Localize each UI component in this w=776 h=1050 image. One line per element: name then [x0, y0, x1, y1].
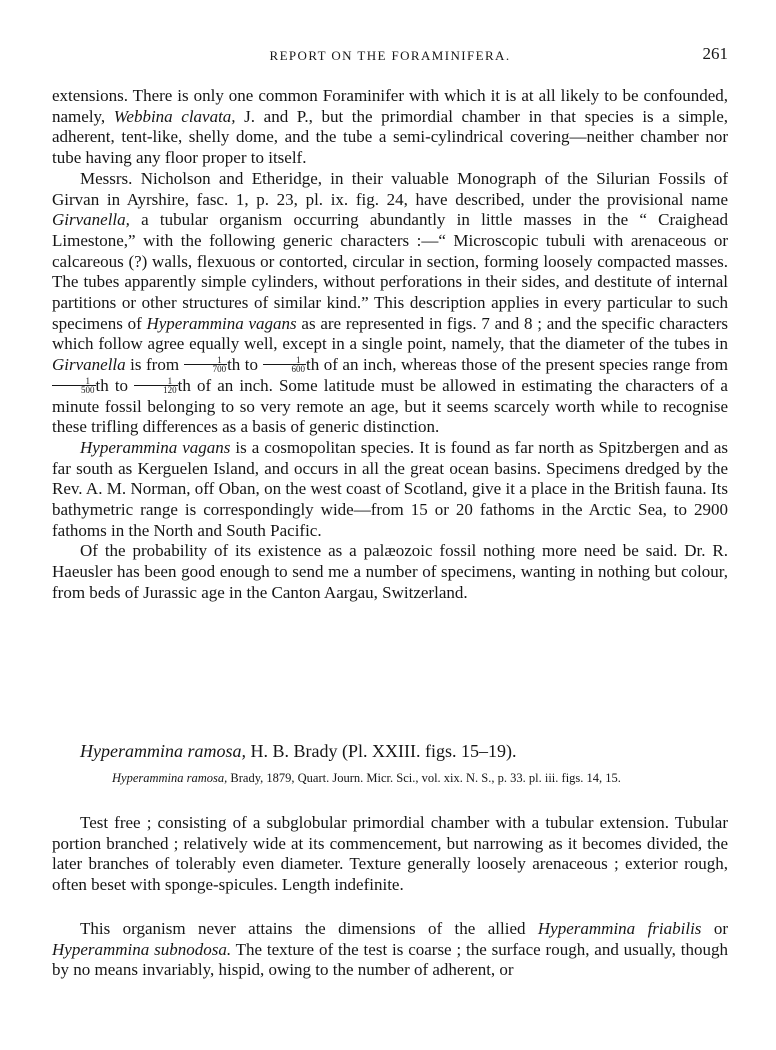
- fraction: $\frac{1}{600}$: [263, 356, 307, 373]
- description-paragraph: Test free ; consisting of a subglobular primordial chamber with a tubular extension. Tubular portion branched ; relatively wide at its commencement, but narrowing as it becomes divided, the later branches of tolerably even diameter. Texture generally loosely arenaceous ; exterior rough, often beset with sponge-spicules. Length indefinite.: [52, 813, 728, 895]
- fraction: $\frac{1}{700}$: [184, 356, 228, 373]
- paragraph-distribution: Hyperammina vagans is a cosmopolitan species. It is found as far north as Spitzbergen and as far south as Kerguelen Island, and occurs in all the great ocean basins. Specimens dredged by the Rev. A. M. Norman, off Oban, on the west coast of Scotland, give it a place in the British fauna. Its bathymetric range is correspondingly wide—from 15 or 20 fathoms in the Arctic Sea, to 2900 fathoms in the North and South Pacific.: [52, 437, 728, 540]
- page-header: [52, 44, 728, 66]
- species-discussion: [52, 919, 728, 981]
- main-text: [52, 86, 728, 604]
- paragraph-fossil: Of the probability of its existence as a palæozoic fossil nothing more need be said. Dr. R. Haeusler has been good enough to send me a number of specimens, wanting in nothing but colour, from beds of Jurassic age in the Canton Aargau, Switzerland.: [52, 541, 728, 602]
- synonymy-reference: Hyperammina ramosa, Brady, 1879, Quart. Journ. Micr. Sci., vol. xix. N. S., p. 33. pl. iii. figs. 14, 15.: [112, 771, 621, 785]
- page-number: 261: [702, 44, 728, 63]
- paragraph-continuation: extensions. There is only one common Foraminifer with which it is at all likely to be confounded, namely, Webbina clavata, J. and P., but the primordial chamber in that species is a simple, adherent, tent-like, shelly dome, and the tube a semi-cylindrical covering—neither chamber nor tube having any floor proper to itself.: [52, 86, 728, 168]
- fraction: $\frac{1}{120}$: [134, 377, 178, 394]
- species-heading: Hyperammina ramosa, H. B. Brady (Pl. XXIII. figs. 15–19).: [80, 741, 517, 761]
- fraction: $\frac{1}{500}$: [52, 377, 96, 394]
- running-head: REPORT ON THE FORAMINIFERA.: [269, 48, 511, 63]
- discussion-paragraph: This organism never attains the dimensions of the allied Hyperammina friabilis or Hyperammina subnodosa. The texture of the test is coarse ; the surface rough, and usually, though by no means invariably, hispid, owing to the number of adherent, or: [52, 919, 729, 980]
- species-description: [52, 813, 728, 896]
- paragraph-girvanella: Messrs. Nicholson and Etheridge, in their valuable Monograph of the Silurian Fossils of Girvan in Ayrshire, fasc. 1, p. 23, pl. ix. fig. 24, have described, under the provisional name Girvanella, a tubular organism occurring abundantly in little masses in the “ Craighead Limestone,” with the following generic characters :—“ Microscopic tubuli with arenaceous or calcareous (?) walls, flexuous or contorted, circular in section, forming loosely compacted masses. The tubes apparently simple cylinders, without perforations in their sides, and destitute of internal partitions or other structures of similar kind.” This description applies in every particular to such specimens of Hyperammina vagans as are represented in figs. 7 and 8 ; and the specific characters which follow agree equally well, except in a single point, namely, that the diameter of the tubes in Girvanella is from $\frac{1}{700}$ th to $\frac{1}{600}$ th of an inch, whereas those of the present species range from $\frac{1}{500}$ th to $\frac{1}{120}$ th of an inch. Some latitude must be allowed in estimating the characters of a minute fossil belonging to so very remote an age, but it seems scarcely worth while to recognise these trifling differences as a basis of generic distinction.: [52, 168, 729, 437]
